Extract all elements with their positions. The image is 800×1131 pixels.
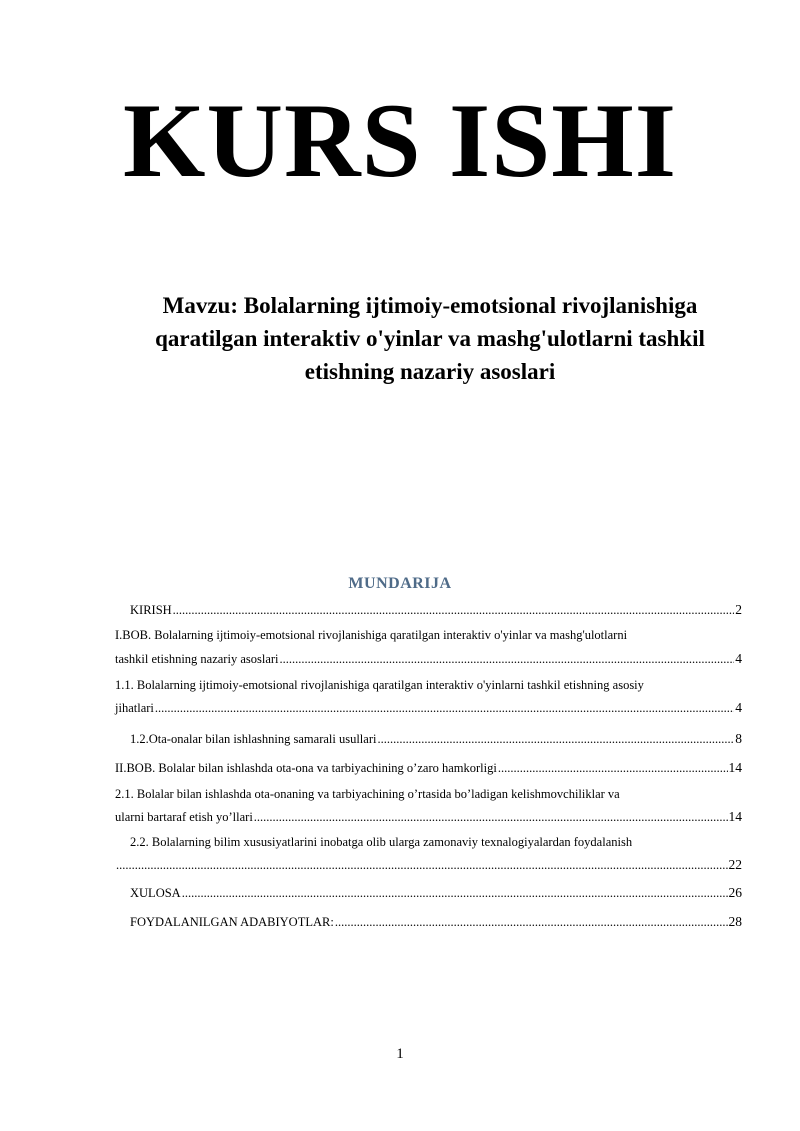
toc-page-number: 14	[728, 809, 742, 824]
toc-leader-dots	[173, 603, 735, 618]
toc-leader-dots	[377, 732, 734, 747]
toc-page-number: 14	[728, 760, 742, 775]
toc-page-number: 4	[735, 700, 742, 715]
toc-leader-dots	[335, 915, 728, 930]
toc-entry[interactable]	[115, 835, 742, 879]
toc-entry-text: II.BOB. Bolalar bilan ishlashda ota-ona va tarbiyachining o’zaro hamkorligi	[115, 761, 497, 775]
toc-entry-text: 2.2. Bolalarning bilim xususiyatlarini inobatga olib ularga zamonaviy texnalogiyalardan foydalanish	[130, 835, 633, 849]
toc-entry[interactable]	[115, 731, 742, 753]
toc-page-number: 28	[728, 914, 742, 929]
toc-entry-text-continued: tashkil etishning nazariy asoslari	[115, 652, 279, 666]
toc-page-number: 26	[728, 885, 742, 900]
toc-leader-dots	[116, 858, 728, 873]
toc-entry-text: FOYDALANILGAN ADABIYOTLAR:	[130, 915, 334, 929]
toc-entry[interactable]	[115, 787, 742, 831]
toc-entry[interactable]	[115, 678, 742, 722]
toc-entry-text: 2.1. Bolalar bilan ishlashda ota-onaning va tarbiyachining o’rtasida bo’ladigan kelishmovchiliklar va	[115, 787, 620, 801]
toc-entry-text-continued: jihatlari	[115, 701, 154, 715]
toc-page-number: 4	[735, 651, 742, 666]
toc-entry-text: 1.2.Ota-onalar bilan ishlashning samarali usullari	[130, 732, 377, 746]
toc-entry[interactable]	[115, 602, 742, 624]
toc-entry-text: XULOSA	[130, 886, 181, 900]
toc-entry[interactable]	[115, 914, 742, 936]
toc-entry[interactable]	[115, 760, 742, 782]
toc-leader-dots	[280, 652, 735, 667]
toc-leader-dots	[155, 701, 734, 716]
toc-entry[interactable]	[115, 885, 742, 907]
toc-leader-dots	[254, 810, 728, 825]
toc-entry-text-continued: ularni bartaraf etish yo’llari	[115, 810, 253, 824]
toc-entry-text: I.BOB. Bolalarning ijtimoiy-emotsional rivojlanishiga qaratilgan interaktiv o'yinlar va mashg'ulotlarni	[115, 628, 628, 642]
toc-page-number: 2	[735, 602, 742, 617]
toc-entry[interactable]	[115, 628, 742, 672]
document-title: KURS ISHI	[123, 82, 677, 199]
toc-leader-dots	[182, 886, 728, 901]
toc-entry-text: 1.1. Bolalarning ijtimoiy-emotsional rivojlanishiga qaratilgan interaktiv o'yinlarni tashkil etishning asosiy	[115, 678, 644, 692]
page-number: 1	[396, 1046, 404, 1062]
course-work-subject: Mavzu: Bolalarning ijtimoiy-emotsional rivojlanishiga qaratilgan interaktiv o'yinlar va mashg'ulotlarni tashkil etishning nazariy asoslari	[155, 293, 705, 384]
toc-heading: MUNDARIJA	[348, 575, 452, 592]
toc-page-number: 8	[735, 731, 742, 746]
toc-entry-text: KIRISH	[130, 603, 172, 617]
toc-page-number: 22	[728, 857, 742, 872]
toc-leader-dots	[498, 761, 728, 776]
